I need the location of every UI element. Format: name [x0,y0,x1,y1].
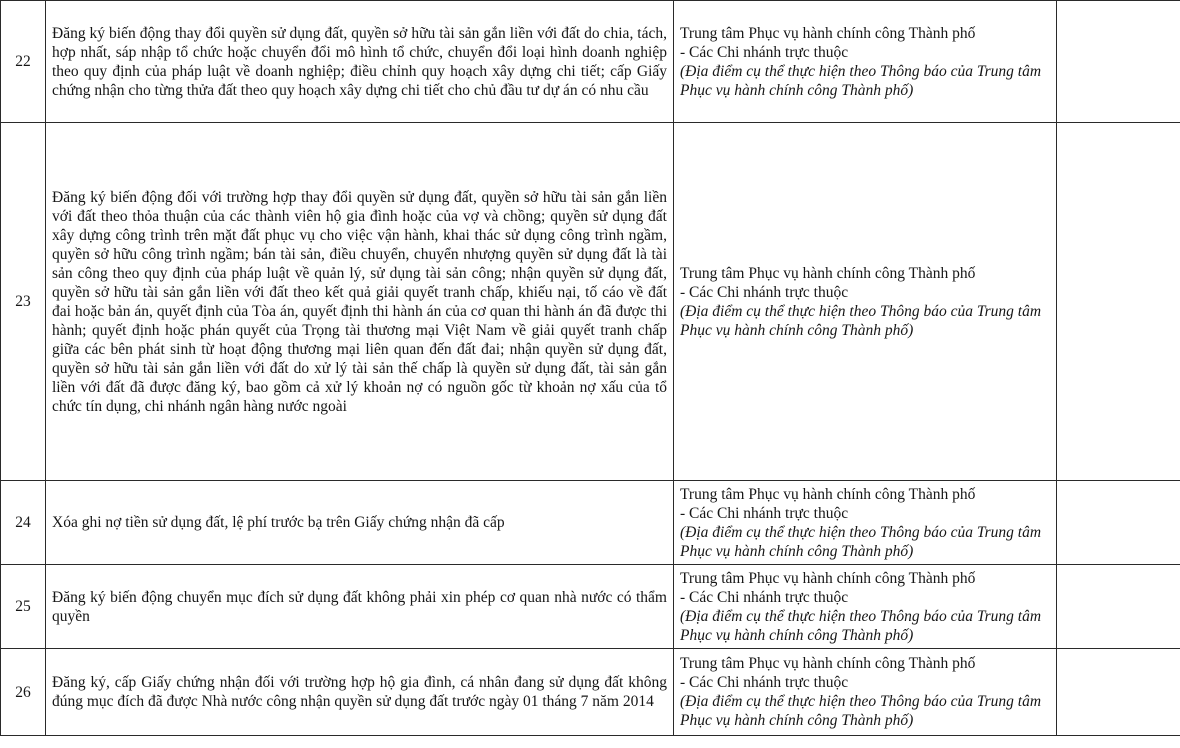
place-branch: - Các Chi nhánh trực thuộc [680,588,849,606]
place-branch: - Các Chi nhánh trực thuộc [680,674,849,691]
place-cell [674,1,1057,123]
empty-cell [1057,649,1180,736]
table-row [1,123,1180,481]
empty-cell [1057,1,1180,123]
procedure-name: Đăng ký biến động chuyển mục đích sử dụng đất không phải xin phép cơ quan nhà nước có thẩm quyền [46,565,674,649]
place-main: Trung tâm Phục vụ hành chính công Thành phố [680,485,976,503]
place-main: Trung tâm Phục vụ hành chính công Thành phố [680,24,976,42]
procedure-name: Đăng ký biến động đối với trường hợp thay đổi quyền sử dụng đất, quyền sở hữu tài sản gắn liền với đất theo thỏa thuận của các thành viên hộ gia đình hoặc của vợ và chồng; quyền sử dụng đất xây dựng công trình trên mặt đất phục vụ cho việc vận hành, khai thác sử dụng công trình ngầm, quyền sở hữu công trình ngầm; bán tài sản, điều chuyển, chuyển nhượng quyền sử dụng đất là tài sản công theo quy định của pháp luật về quản lý, sử dụng tài sản công; nhận quyền sử dụng đất, quyền sở hữu tài sản gắn liền với đất theo kết quả giải quyết tranh chấp, khiếu nại, tố cáo về đất đai hoặc bản án, quyết định của Tòa án, quyết định thi hành án của cơ quan thi hành án đã được thi hành; quyết định hoặc phán quyết của Trọng tài thương mại Việt Nam về giải quyết tranh chấp giữa các bên phát sinh từ hoạt động thương mại liên quan đến đất đai; nhận quyền sử dụng đất, quyền sở hữu tài sản gắn liền với đất do xử lý tài sản thế chấp là quyền sử dụng đất, tài sản gắn liền với đất đã được đăng ký, bao gồm cả xử lý khoản nợ có nguồn gốc từ khoản nợ xấu của tổ chức tín dụng, chi nhánh ngân hàng nước ngoài [46,123,674,481]
empty-cell [1057,481,1180,565]
place-note: (Địa điểm cụ thể thực hiện theo Thông báo của Trung tâm Phục vụ hành chính công Thành phố) [680,523,1042,560]
procedure-name: Đăng ký biến động thay đổi quyền sử dụng đất, quyền sở hữu tài sản gắn liền với đất do chia, tách, hợp nhất, sáp nhập tổ chức hoặc chuyển đổi mô hình tổ chức, chuyển đổi loại hình doanh nghiệp theo quy định của pháp luật về doanh nghiệp; điều chỉnh quy hoạch xây dựng chi tiết; cấp Giấy chứng nhận cho từng thửa đất theo quy hoạch xây dựng chi tiết cho chủ đầu tư dự án có nhu cầu [46,1,674,123]
procedure-name: Xóa ghi nợ tiền sử dụng đất, lệ phí trước bạ trên Giấy chứng nhận đã cấp [46,481,674,565]
table-row [1,649,1180,736]
place-cell [674,481,1057,565]
place-branch: - Các Chi nhánh trực thuộc [680,283,849,301]
table-row [1,1,1180,123]
row-number: 25 [1,565,46,649]
procedure-name: Đăng ký, cấp Giấy chứng nhận đối với trường hợp hộ gia đình, cá nhân đang sử dụng đất không đúng mục đích đã được Nhà nước công nhận quyền sử dụng đất trước ngày 01 tháng 7 năm 2014 [46,649,674,736]
table-row [1,565,1180,649]
empty-cell [1057,123,1180,481]
place-note: (Địa điểm cụ thể thực hiện theo Thông báo của Trung tâm Phục vụ hành chính công Thành phố) [680,693,1042,729]
place-branch: - Các Chi nhánh trực thuộc [680,504,849,522]
place-main: Trung tâm Phục vụ hành chính công Thành phố [680,264,976,282]
row-number: 22 [1,1,46,123]
place-branch: - Các Chi nhánh trực thuộc [680,43,849,61]
place-main: Trung tâm Phục vụ hành chính công Thành phố [680,655,976,672]
place-main: Trung tâm Phục vụ hành chính công Thành phố [680,569,976,587]
empty-cell [1057,565,1180,649]
place-note: (Địa điểm cụ thể thực hiện theo Thông báo của Trung tâm Phục vụ hành chính công Thành phố) [680,62,1042,99]
place-note: (Địa điểm cụ thể thực hiện theo Thông báo của Trung tâm Phục vụ hành chính công Thành phố) [680,607,1042,644]
place-cell [674,565,1057,649]
row-number: 24 [1,481,46,565]
row-number: 23 [1,123,46,481]
row-number: 26 [1,649,46,736]
place-cell [674,123,1057,481]
place-cell [674,649,1057,736]
place-note: (Địa điểm cụ thể thực hiện theo Thông báo của Trung tâm Phục vụ hành chính công Thành phố) [680,302,1042,339]
table-row [1,481,1180,565]
